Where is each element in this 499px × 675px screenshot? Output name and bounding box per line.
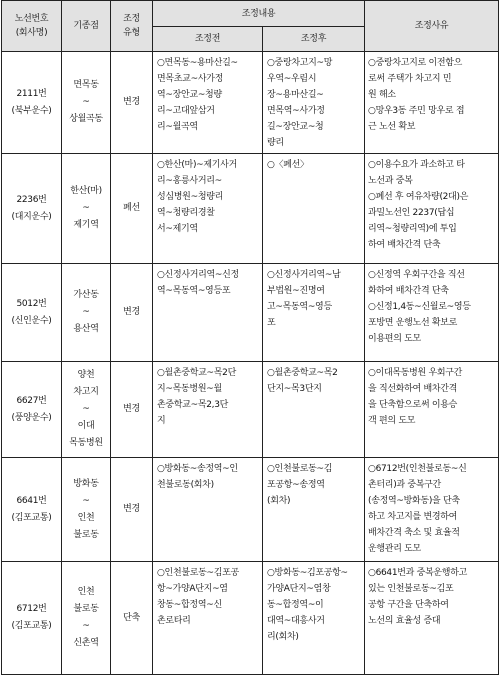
after-line: ○월촌중학교~목2 bbox=[267, 368, 338, 378]
header-type-label-2: 유형 bbox=[123, 28, 140, 38]
reason-item bbox=[368, 189, 495, 253]
route-number-line: (풍양운수) bbox=[11, 412, 52, 423]
reason-line: 운행관리 도모 bbox=[368, 544, 421, 554]
before-line: 천불로동(회차) bbox=[157, 480, 214, 490]
reason-cell bbox=[365, 362, 499, 458]
route-number-line: 6627번 bbox=[16, 395, 47, 406]
depot-line: 이대 bbox=[77, 421, 95, 431]
reason-line: ○6712번(인천불로동~신 bbox=[368, 464, 467, 474]
reason-line: ○이용수요가 과소하고 타 bbox=[368, 160, 465, 170]
after-line: ○인천불로동~김 bbox=[267, 464, 333, 474]
reason-item bbox=[368, 299, 495, 347]
after-item bbox=[267, 565, 360, 645]
route-number-cell bbox=[2, 264, 62, 362]
before-line: ○신정사거리역~신정 bbox=[157, 270, 239, 280]
depot-line: 불로동 bbox=[73, 529, 99, 540]
route-number-line: 2236번 bbox=[16, 194, 47, 205]
reason-line: 을 직선화하여 배차간격 bbox=[368, 384, 458, 394]
depot-line: 상월곡동 bbox=[69, 114, 103, 124]
reason-item bbox=[368, 157, 495, 189]
depot-line: ~ bbox=[82, 307, 90, 317]
after-line: 고~목동역~영등 bbox=[267, 302, 332, 312]
depot-line: 가산동 bbox=[73, 290, 99, 300]
reason-line: ○신정역 우회구간을 직선 bbox=[368, 270, 465, 280]
route-number-cell bbox=[2, 562, 62, 675]
reason-line: 로써 주택가 차고지 민 bbox=[368, 74, 452, 84]
after-cell bbox=[263, 154, 365, 264]
depot-cell bbox=[62, 362, 111, 458]
reason-line: 과밀노선인 2237(답십 bbox=[368, 208, 455, 218]
depot-cell bbox=[62, 458, 111, 562]
reason-line: 을 단축함으로써 이용승 bbox=[368, 400, 458, 410]
route-number-line: (김포교통) bbox=[11, 512, 52, 523]
reason-line: 원 해소 bbox=[368, 90, 396, 100]
before-line: 촌중학교~목2,3단 bbox=[157, 400, 229, 410]
after-item bbox=[267, 55, 360, 151]
header-adjustment-content: 조정내용 bbox=[153, 1, 365, 27]
reason-line: 이용편의 도모 bbox=[368, 334, 421, 344]
depot-line: 인천 bbox=[77, 512, 95, 523]
table-header bbox=[2, 1, 499, 52]
route-number-line: (북부운수) bbox=[11, 105, 52, 116]
reason-line: 배차간격 축소 및 효율적 bbox=[368, 528, 460, 538]
depot-line: ~ bbox=[82, 97, 90, 107]
after-item bbox=[267, 157, 360, 173]
reason-line: 하고 차고지를 변경하여 bbox=[368, 512, 458, 522]
route-number-line: 6641번 bbox=[16, 495, 47, 506]
route-number-line: (김포교통) bbox=[11, 621, 52, 631]
header-adjustment-reason: 조정사유 bbox=[365, 1, 499, 52]
depot-line: ~ bbox=[82, 404, 90, 414]
after-line: (회차) bbox=[267, 496, 291, 506]
before-line: 역~장안교~청량 bbox=[157, 90, 222, 100]
reason-cell bbox=[365, 154, 499, 264]
depot-line: 불로동 bbox=[73, 604, 99, 614]
route-number-line: 2111번 bbox=[16, 88, 47, 99]
before-line: 역~청량리경찰 bbox=[157, 208, 215, 218]
after-line: 포 bbox=[267, 318, 276, 328]
reason-line: 근 노선 확보 bbox=[368, 122, 416, 132]
before-line: 리~고대앞삼거 bbox=[157, 106, 215, 116]
reason-line: 포방면 운행노선 확보로 bbox=[368, 318, 458, 328]
reason-line: 화하여 배차간격 단축 bbox=[368, 286, 449, 296]
depot-cell bbox=[62, 52, 111, 154]
table-row bbox=[2, 562, 499, 675]
after-cell bbox=[263, 52, 365, 154]
reason-line: 하여 배차간격 단축 bbox=[368, 240, 441, 250]
after-line: 리(회차) bbox=[267, 632, 299, 642]
after-cell bbox=[263, 458, 365, 562]
before-line: ○방화동~송정역~인 bbox=[157, 464, 238, 474]
reason-line: 노선의 효율성 증대 bbox=[368, 616, 441, 626]
reason-line: 있는 인천불로동~김포 bbox=[368, 584, 454, 594]
header-before: 조정전 bbox=[153, 27, 263, 52]
after-cell bbox=[263, 362, 365, 458]
reason-cell bbox=[365, 562, 499, 675]
route-number-line: 6712번 bbox=[16, 604, 47, 614]
depot-line: 인천 bbox=[77, 587, 95, 597]
header-depot: 기종점 bbox=[62, 1, 111, 52]
adjustment-type-cell: 변경 bbox=[111, 362, 153, 458]
before-line: 항~가양A단지~염 bbox=[157, 584, 228, 594]
before-cell bbox=[153, 264, 263, 362]
reason-line: 리역~청량리역)에 투입 bbox=[368, 224, 457, 234]
depot-cell bbox=[62, 264, 111, 362]
depot-line: 양천 bbox=[77, 370, 95, 380]
before-item bbox=[157, 565, 258, 629]
after-line: 동~합정역~이 bbox=[267, 600, 324, 610]
adjustment-type-cell: 단축 bbox=[111, 562, 153, 675]
before-line: ○한산(마)~제기사거 bbox=[157, 160, 237, 170]
depot-line: 목동병원 bbox=[69, 438, 103, 448]
reason-item bbox=[368, 565, 495, 629]
depot-line: 방화동 bbox=[73, 478, 99, 489]
before-line: ○인천불로동~김포공 bbox=[157, 568, 239, 578]
after-line: ○방화동~김포공항~ bbox=[267, 568, 348, 578]
before-line: 촌로타리 bbox=[157, 616, 191, 626]
reason-item bbox=[368, 461, 495, 557]
depot-line: 한산(마) bbox=[70, 186, 102, 196]
before-cell bbox=[153, 52, 263, 154]
header-adjustment-type bbox=[111, 1, 153, 52]
reason-line: ○6641번과 중복운행하고 bbox=[368, 568, 467, 578]
after-line: 길~장안교~청 bbox=[267, 122, 324, 132]
table-body bbox=[2, 52, 499, 675]
depot-line: ~ bbox=[82, 203, 90, 213]
table-row bbox=[2, 264, 499, 362]
table-row bbox=[2, 458, 499, 562]
before-line: 서~제기역 bbox=[157, 224, 198, 234]
table-row bbox=[2, 52, 499, 154]
after-line: 량리 bbox=[267, 138, 284, 148]
after-line: 부법원~진명여 bbox=[267, 286, 325, 296]
before-cell bbox=[153, 562, 263, 675]
before-line: 리~월곡역 bbox=[157, 122, 198, 132]
reason-cell bbox=[365, 264, 499, 362]
before-item bbox=[157, 461, 258, 493]
before-item bbox=[157, 267, 258, 299]
depot-line: 제기역 bbox=[73, 220, 99, 230]
reason-item bbox=[368, 103, 495, 135]
reason-item bbox=[368, 365, 495, 429]
after-line: 가양A단지~염창 bbox=[267, 584, 331, 594]
before-cell bbox=[153, 154, 263, 264]
before-line: 지~목동병원~월 bbox=[157, 384, 222, 394]
route-number-cell bbox=[2, 154, 62, 264]
before-line: 역~목동역~영등포 bbox=[157, 286, 231, 296]
depot-line: 신촌역 bbox=[73, 638, 99, 648]
reason-line: ○중랑차고지로 이전함으 bbox=[368, 58, 463, 68]
after-cell bbox=[263, 562, 365, 675]
header-company-label: (회사명) bbox=[15, 28, 48, 38]
table-row bbox=[2, 362, 499, 458]
reason-item bbox=[368, 55, 495, 103]
reason-line: 촌터리)과 중복구간 bbox=[368, 480, 441, 490]
adjustment-type-cell: 변경 bbox=[111, 264, 153, 362]
after-line: 우역~우림시 bbox=[267, 74, 317, 84]
reason-line: 객 편의 도모 bbox=[368, 416, 416, 426]
before-line: 면목초교~사가정 bbox=[157, 74, 223, 84]
depot-line: ~ bbox=[82, 621, 90, 631]
depot-cell bbox=[62, 562, 111, 675]
after-item bbox=[267, 365, 360, 397]
after-line: 장~용마산길~ bbox=[267, 90, 324, 100]
after-line: ○신정사거리역~남 bbox=[267, 270, 341, 280]
reason-line: (송정역~방화동)을 단축 bbox=[368, 496, 460, 506]
reason-cell bbox=[365, 458, 499, 562]
depot-line: 면목동 bbox=[73, 80, 99, 90]
before-line: ○월촌중학교~목2단 bbox=[157, 368, 236, 378]
before-line: 창동~합정역~신 bbox=[157, 600, 222, 610]
route-number-line: (대지운수) bbox=[11, 211, 52, 222]
route-number-line: 5012번 bbox=[16, 298, 47, 309]
after-line: 포공항~송정역 bbox=[267, 480, 325, 490]
after-line: 단지~목3단지 bbox=[267, 384, 322, 394]
reason-line: ○망우3동 주민 망우로 접 bbox=[368, 106, 465, 116]
route-number-cell bbox=[2, 362, 62, 458]
before-item bbox=[157, 365, 258, 429]
route-number-cell bbox=[2, 52, 62, 154]
after-line: 대역~대흥사거 bbox=[267, 616, 325, 626]
header-route-label: 노선번호 bbox=[14, 14, 49, 24]
after-line: 면목역~사가정 bbox=[267, 106, 325, 116]
after-item bbox=[267, 461, 360, 509]
after-item bbox=[267, 267, 360, 331]
adjustment-type-cell: 변경 bbox=[111, 52, 153, 154]
adjustment-type-cell: 변경 bbox=[111, 458, 153, 562]
reason-line: 노선과 중복 bbox=[368, 176, 413, 186]
reason-item bbox=[368, 267, 495, 299]
route-adjustment-table bbox=[1, 0, 499, 675]
reason-line: ○이대목동병원 우회구간 bbox=[368, 368, 463, 378]
depot-line: ~ bbox=[82, 495, 90, 506]
header-after: 조정후 bbox=[263, 27, 365, 52]
reason-cell bbox=[365, 52, 499, 154]
header-route-number bbox=[2, 1, 62, 52]
header-type-label-1: 조정 bbox=[123, 14, 140, 24]
before-line: ○면목동~용마산길~ bbox=[157, 58, 238, 68]
depot-cell bbox=[62, 154, 111, 264]
before-line: 지 bbox=[157, 416, 166, 426]
reason-line: ○신정1,4동~신월로~영등 bbox=[368, 302, 471, 312]
route-number-cell bbox=[2, 458, 62, 562]
before-cell bbox=[153, 362, 263, 458]
before-cell bbox=[153, 458, 263, 562]
after-line: ○중랑차고지~망 bbox=[267, 58, 333, 68]
depot-line: 용산역 bbox=[73, 324, 99, 334]
after-line: ○〈폐선〉 bbox=[267, 160, 309, 170]
table-row bbox=[2, 154, 499, 264]
depot-line: 차고지 bbox=[73, 387, 99, 397]
before-item bbox=[157, 157, 258, 237]
after-cell bbox=[263, 264, 365, 362]
before-line: 성심병원~청량리 bbox=[157, 192, 223, 202]
before-line: 리~홍릉사거리~ bbox=[157, 176, 222, 186]
reason-line: ○폐선 후 여유차량(2대)은 bbox=[368, 192, 469, 202]
route-number-line: (신인운수) bbox=[11, 315, 52, 326]
adjustment-type-cell: 폐선 bbox=[111, 154, 153, 264]
before-item bbox=[157, 55, 258, 135]
reason-line: 공항 구간을 단축하여 bbox=[368, 600, 449, 610]
